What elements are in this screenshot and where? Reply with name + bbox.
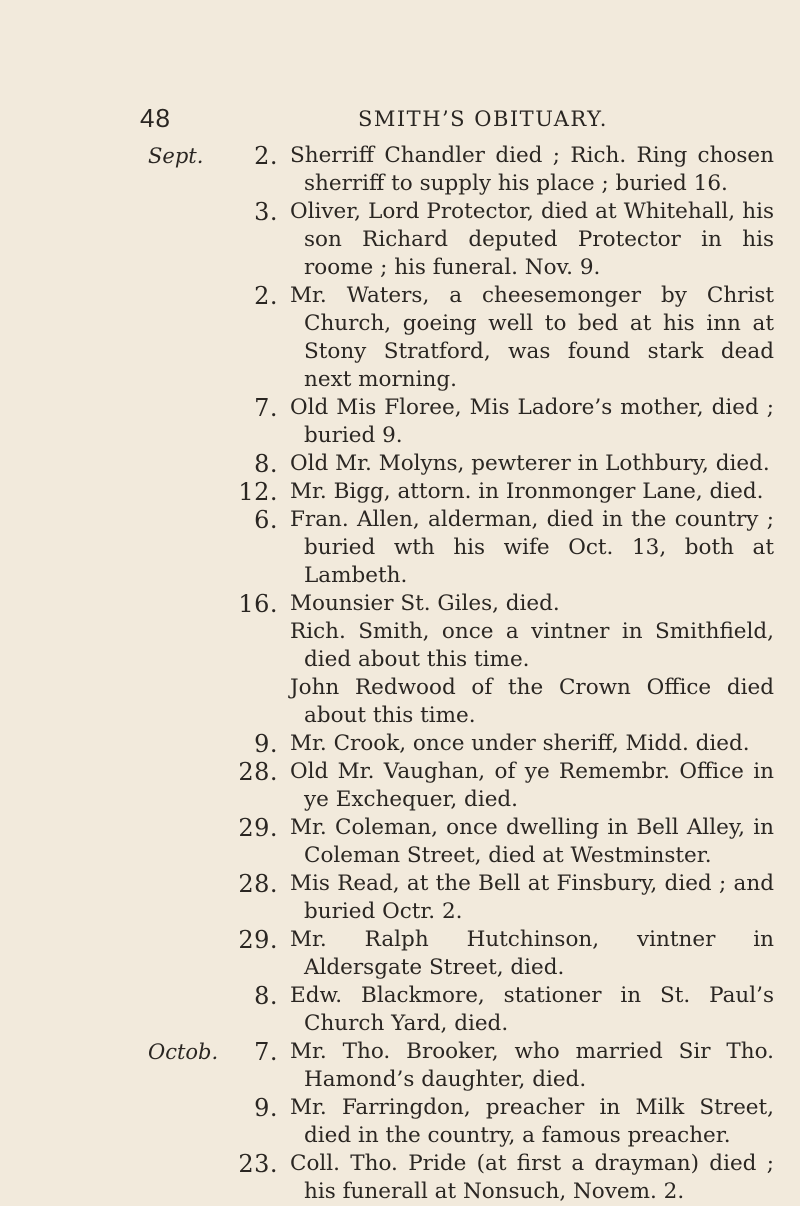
entry: [0, 618, 800, 674]
entry: [0, 450, 800, 478]
entry-text: Old Mr. Molyns, pewterer in Lothbury, died.: [290, 451, 770, 476]
entry-day: 2.: [254, 142, 278, 170]
entry: [0, 674, 800, 730]
entry: [0, 926, 800, 982]
entry-text: Mr. Ralph Hutchinson, vintner in Aldersgate Street, died.: [290, 927, 774, 980]
entry: [0, 730, 800, 758]
entry-text: Edw. Blackmore, stationer in St. Paul’s Church Yard, died.: [290, 983, 774, 1036]
entry-text: Mr. Bigg, attorn. in Ironmonger Lane, died.: [290, 479, 764, 504]
obituary-entries: [0, 142, 800, 1206]
running-head: SMITH’S OBITUARY.: [358, 107, 608, 131]
entry-text: Fran. Allen, alderman, died in the country ; buried wth his wife Oct. 13, both at Lambeth.: [290, 507, 774, 588]
entry: [0, 1038, 800, 1094]
entry: [0, 394, 800, 450]
entry-text: Oliver, Lord Protector, died at Whitehall, his son Richard deputed Protector in his roome ; his funeral. Nov. 9.: [290, 199, 774, 280]
entry-day: 7.: [254, 394, 278, 422]
entry-day: 2.: [254, 282, 278, 310]
entry-text: Rich. Smith, once a vintner in Smithfield, died about this time.: [290, 619, 774, 672]
entry-month: Octob.: [148, 1040, 219, 1064]
entry: [0, 198, 800, 282]
entry-text: Mis Read, at the Bell at Finsbury, died ; and buried Octr. 2.: [290, 871, 774, 924]
entry-text: Mr. Waters, a cheesemonger by Christ Church, goeing well to bed at his inn at Stony Stratford, was found stark dead next morning.: [290, 283, 774, 392]
entry: [0, 282, 800, 394]
page-number: 48: [140, 103, 171, 133]
entry-day: 28.: [238, 758, 278, 786]
page-header: [0, 103, 800, 143]
entry: [0, 814, 800, 870]
entry-day: 8.: [254, 450, 278, 478]
entry-day: 9.: [254, 1094, 278, 1122]
entry-day: 8.: [254, 982, 278, 1010]
entry-text: Mr. Coleman, once dwelling in Bell Alley, in Coleman Street, died at Westminster.: [290, 815, 774, 868]
entry-text: Mr. Farringdon, preacher in Milk Street, died in the country, a famous preacher.: [290, 1095, 774, 1148]
entry-day: 29.: [238, 926, 278, 954]
entry: [0, 982, 800, 1038]
entry-day: 16.: [238, 590, 278, 618]
entry-text: Coll. Tho. Pride (at first a drayman) died ; his funerall at Nonsuch, Novem. 2.: [290, 1151, 774, 1204]
entry-text: Old Mr. Vaughan, of ye Remembr. Office in ye Exchequer, died.: [290, 759, 774, 812]
entry-month: Sept.: [148, 144, 204, 168]
entry: [0, 142, 800, 198]
entry-day: 28.: [238, 870, 278, 898]
entry: [0, 758, 800, 814]
entry-day: 3.: [254, 198, 278, 226]
entry-day: 6.: [254, 506, 278, 534]
entry-text: Mr. Crook, once under sheriff, Midd. died.: [290, 731, 750, 756]
entry: [0, 506, 800, 590]
entry-text: Sherriff Chandler died ; Rich. Ring chosen sherriff to supply his place ; buried 16.: [290, 143, 774, 196]
entry-text: Mr. Tho. Brooker, who married Sir Tho. Hamond’s daughter, died.: [290, 1039, 774, 1092]
entry: [0, 590, 800, 618]
entry: [0, 478, 800, 506]
entry: [0, 870, 800, 926]
entry-text: John Redwood of the Crown Office died about this time.: [290, 675, 774, 728]
entry: [0, 1094, 800, 1150]
entry: [0, 1150, 800, 1206]
entry-day: 12.: [238, 478, 278, 506]
entry-day: 23.: [238, 1150, 278, 1178]
entry-day: 9.: [254, 730, 278, 758]
entry-day: 7.: [254, 1038, 278, 1066]
entry-day: 29.: [238, 814, 278, 842]
entry-text: Mounsier St. Giles, died.: [290, 591, 560, 616]
entry-text: Old Mis Floree, Mis Ladore’s mother, died ; buried 9.: [290, 395, 774, 448]
